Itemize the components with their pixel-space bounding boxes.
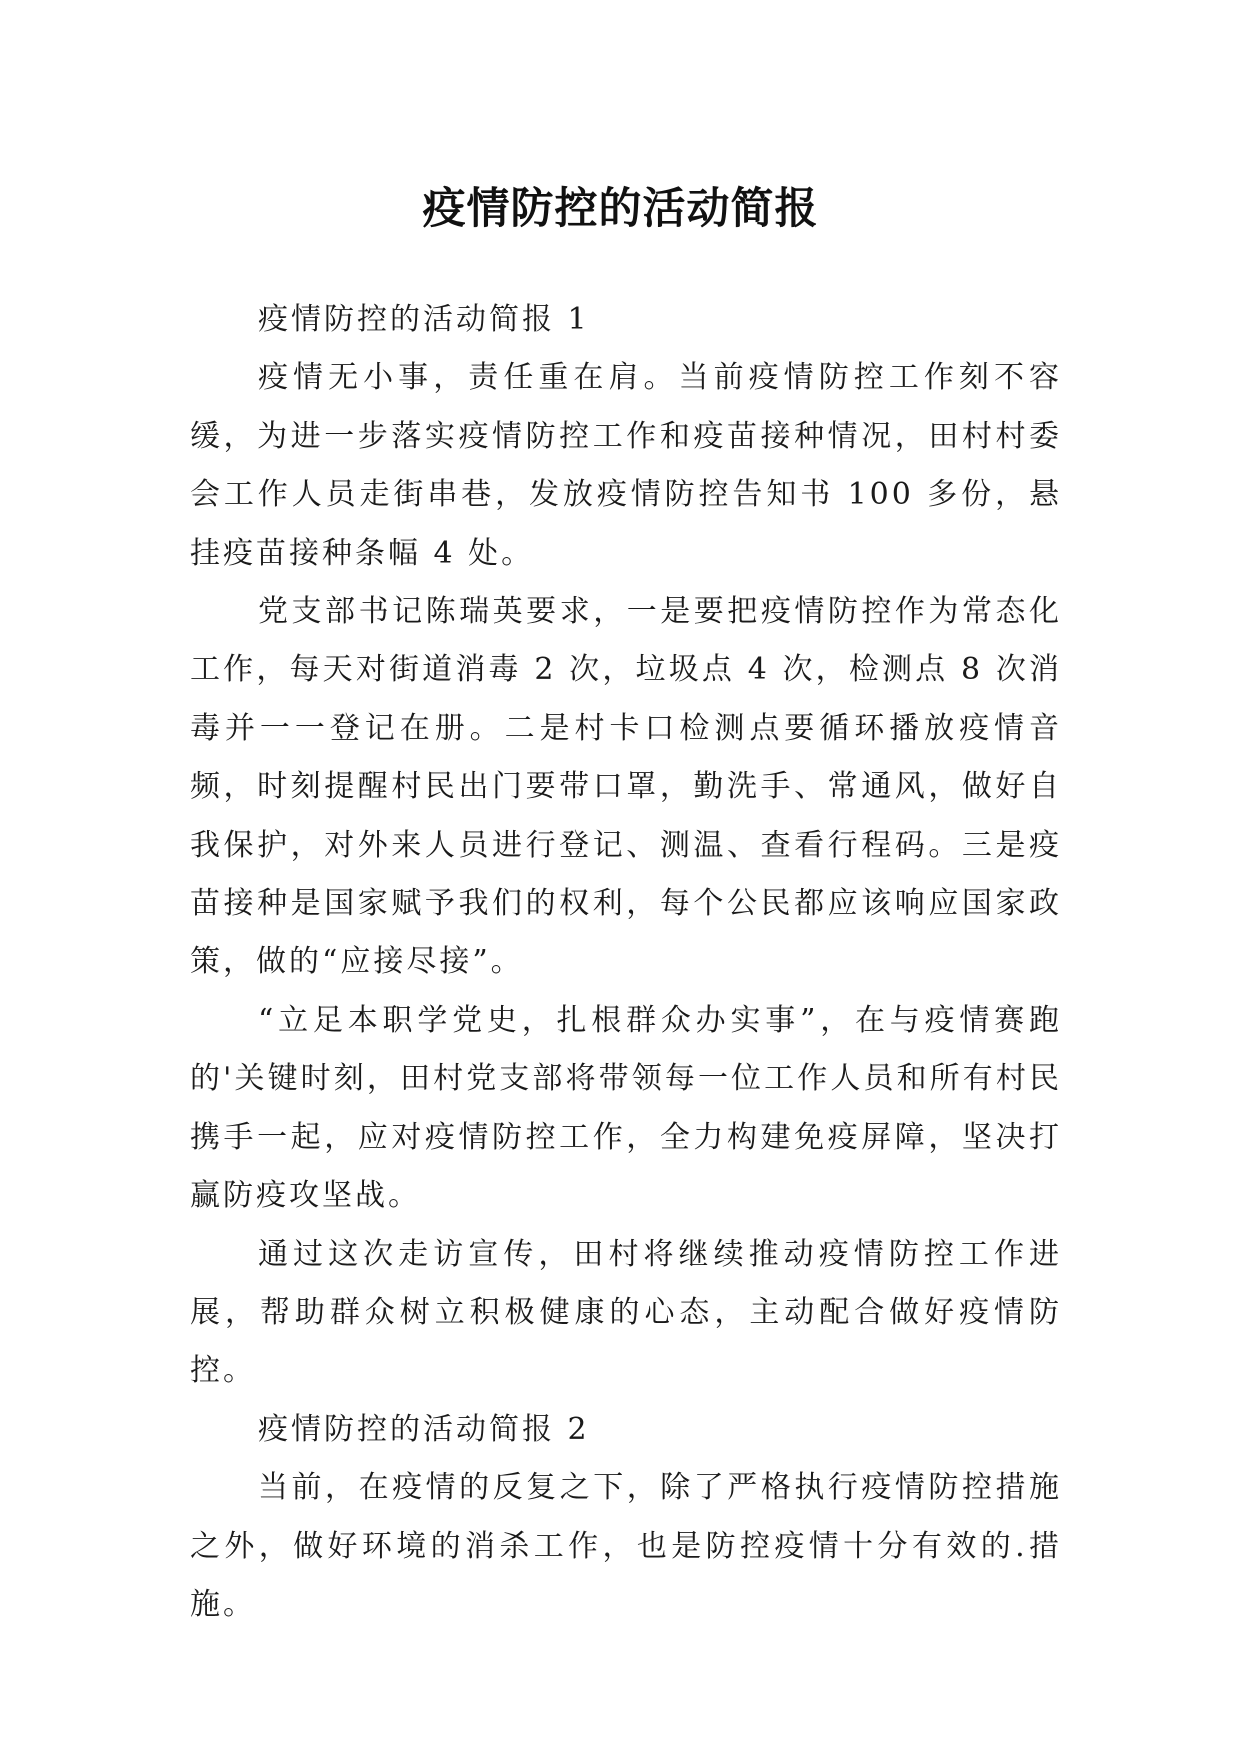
paragraph-3: “立足本职学党史，扎根群众办实事”，在与疫情赛跑的'关键时刻，田村党支部将带领每一位工作人员和所有村民携手一起，应对疫情防控工作，全力构建免疫屏障，坚决打赢防疫攻坚战。	[190, 1002, 1062, 1214]
paragraph-5: 当前，在疫情的反复之下，除了严格执行疫情防控措施之外，做好环境的消杀工作，也是防控疫情十分有效的.措施。	[190, 1470, 1062, 1622]
paragraph-4: 通过这次走访宣传，田村将继续推动疫情防控工作进展，帮助群众树立积极健康的心态，主动配合做好疫情防控。	[190, 1236, 1062, 1389]
document-body	[190, 291, 1062, 1634]
paragraph-2: 党支部书记陈瑞英要求，一是要把疫情防控作为常态化工作，每天对街道消毒 2 次，垃圾点 4 次，检测点 8 次消毒并一一登记在册。二是村卡口检测点要循环播放疫情音频，时刻提醒村民出门要带口罩，勤洗手、常通风，做好自我保护，对外来人员进行登记、测温、查看行程码。三是疫苗接种是国家赋予我们的权利，每个公民都应该响应国家政策，做的“应接尽接”。	[190, 594, 1062, 980]
paragraph-1: 疫情无小事，责任重在肩。当前疫情防控工作刻不容缓，为进一步落实疫情防控工作和疫苗接种情况，田村村委会工作人员走街串巷，发放疫情防控告知书 100 多份，悬挂疫苗接种条幅 4 处。	[190, 360, 1062, 571]
section-heading-1: 疫情防控的活动简报 1	[258, 302, 590, 337]
document-title: 疫情防控的活动简报	[422, 183, 819, 234]
section-heading-2: 疫情防控的活动简报 2	[258, 1411, 590, 1447]
